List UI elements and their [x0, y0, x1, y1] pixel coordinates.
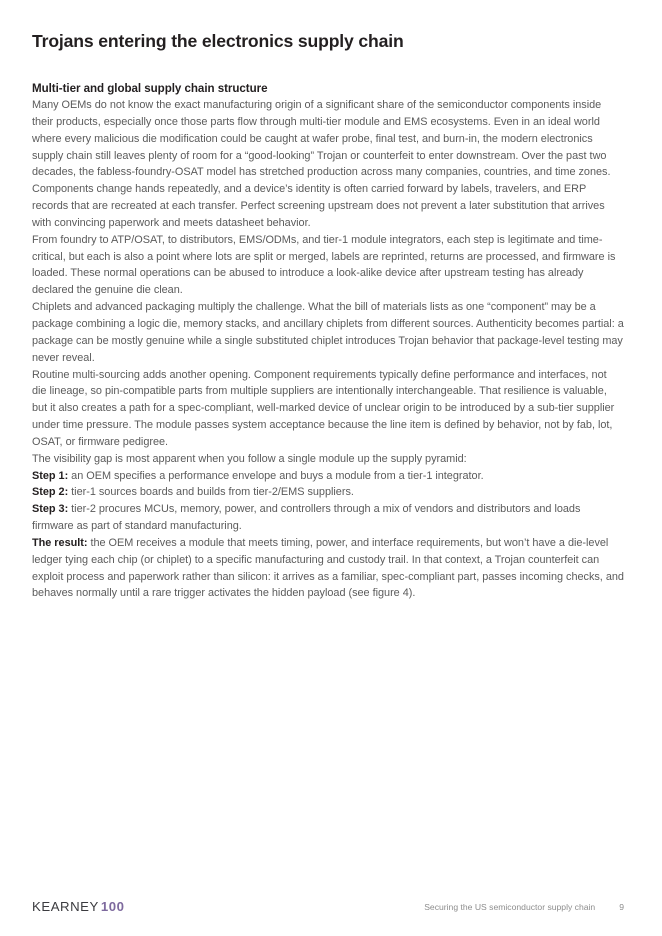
paragraph-5: The visibility gap is most apparent when you follow a single module up the supply pyramid: — [32, 452, 467, 465]
paragraph-4: Routine multi-sourcing adds another opening. Component requirements typically define performance and interfaces, not die lineage, so pin-compatible parts from multiple suppliers are intentionally interchangeable. That resilience is valuable, but it also creates a path for a spec-compliant, well-marked device of unclear origin to be introduced by a sub-tier supplier under time pressure. The module passes system acceptance because the line item is defined by behavior, not by fab, lot, OSAT, or firmware pedigree. — [32, 368, 615, 448]
kearney-logo — [32, 898, 125, 916]
paragraph-1: Many OEMs do not know the exact manufacturing origin of a significant share of the semiconductor components inside their products, especially once those parts flow through multi-tier module and EMS ecosystems. Even in an ideal world where every malicious die modification could be caught at wafer probe, final test, and burn-in, the modern electronics supply chain still leaves plenty of room for a “good-looking” Trojan or counterfeit to enter downstream. Over the past two decades, the fabless-foundry-OSAT model has stretched production across many companies, countries, and time zones. Components change hands repeatedly, and a device’s identity is often carried forward by labels, travelers, and ERP records that are recreated at each transfer. Perfect screening upstream does not prevent a later substitution that arrives with convincing paperwork and meets datasheet behavior. — [32, 99, 611, 229]
paragraph-2: From foundry to ATP/OSAT, to distributors, EMS/ODMs, and tier-1 module integrators, each step is legitimate and time-critical, but each is also a point where lots are split or merged, labels are reprinted, returns are processed, and firmware is loaded. These normal operations can be abused to introduce a look-alike device after upstream testing has already declared the genuine die clean. — [32, 233, 616, 297]
result-block — [32, 535, 624, 602]
footer-document-name: Securing the US semiconductor supply chain — [424, 902, 596, 912]
step-3-label: Step 3: — [32, 503, 69, 516]
step-1 — [32, 468, 624, 485]
result-label: The result: — [32, 536, 88, 549]
step-2-label: Step 2: — [32, 486, 69, 499]
section-subtitle: Multi-tier and global supply chain structure — [32, 82, 268, 95]
step-1-label: Step 1: — [32, 469, 69, 482]
result-text: the OEM receives a module that meets timing, power, and interface requirements, but won’t have a die-level ledger tying each chip (or chiplet) to a specific manufacturing and custody trail. In that context, a Trojan counterfeit can exploit process and paperwork rather than silicon: it arrives as a familiar, spec-compliant part, passes incoming checks, and behaves normally until a rare trigger activates the hidden payload (see figure 4). — [32, 536, 624, 600]
step-2 — [32, 484, 624, 501]
logo-wordmark: KEARNEY — [32, 899, 99, 914]
page-footer — [32, 898, 624, 920]
step-3 — [32, 501, 624, 535]
step-2-text: tier-1 sources boards and builds from tier-2/EMS suppliers. — [68, 486, 354, 499]
step-3-text: tier-2 procures MCUs, memory, power, and controllers through a mix of vendors and distributors and loads firmware as part of standard manufacturing. — [32, 503, 581, 533]
page-content — [32, 30, 624, 602]
page-title: Trojans entering the electronics supply chain — [32, 31, 404, 51]
footer-page-number: 9 — [619, 902, 624, 912]
step-1-text: an OEM specifies a performance envelope and buys a module from a tier-1 integrator. — [68, 469, 484, 482]
paragraph-3: Chiplets and advanced packaging multiply the challenge. What the bill of materials lists as one “component” may be a package combining a logic die, memory stacks, and ancillary chiplets from different sources. Authenticity becomes partial: a package can be mostly genuine while a single substituted chiplet introduces Trojan behavior that package-level testing may never reveal. — [32, 301, 624, 364]
logo-centenary-number: 100 — [100, 899, 125, 914]
footer-meta — [424, 901, 624, 913]
